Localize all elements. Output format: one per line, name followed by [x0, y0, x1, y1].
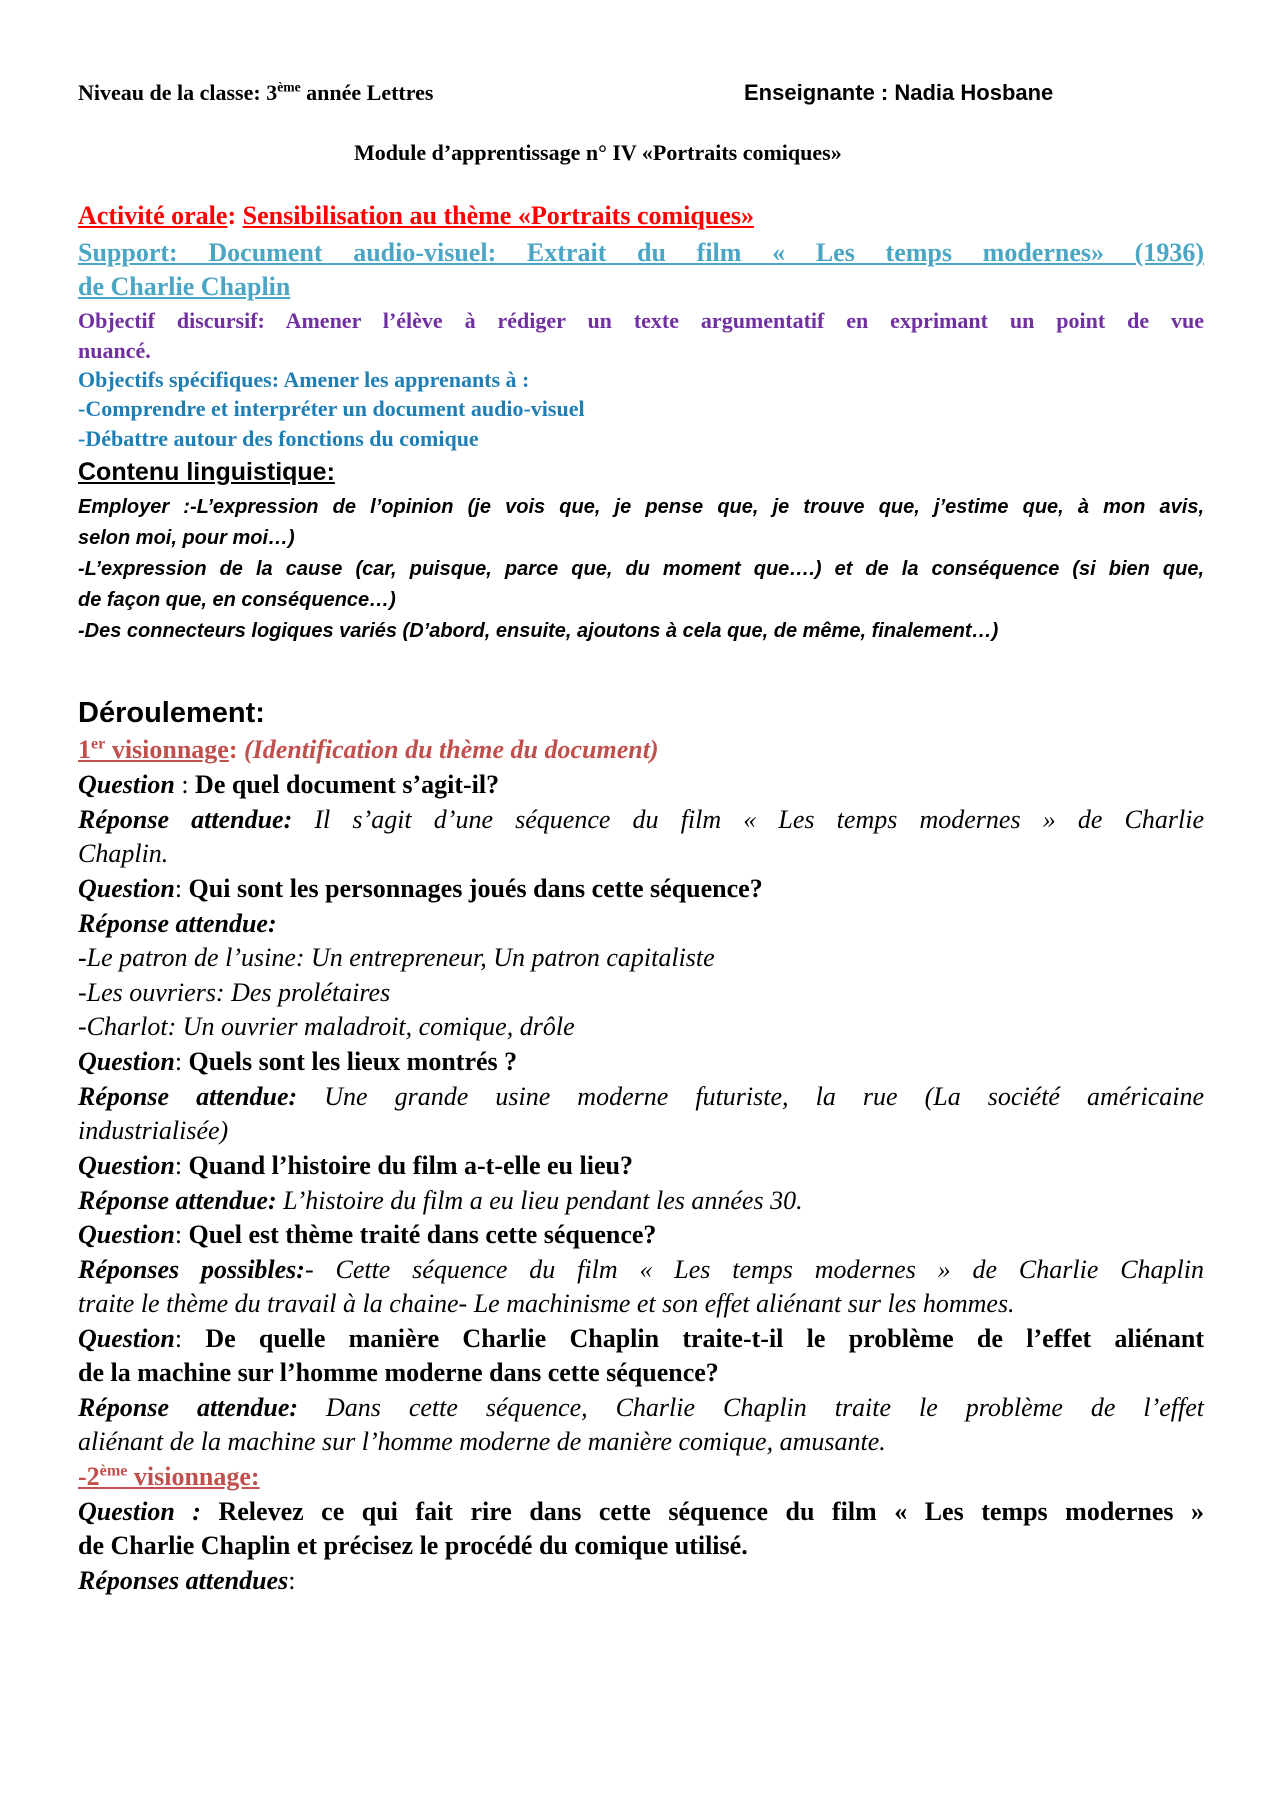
question-6-line-1: Question: De quelle manière Charlie Chaplin traite-t-il le problème de l’effet aliénant: [78, 1324, 1204, 1353]
specific-objective-item: -Débattre autour des fonctions du comique: [78, 426, 479, 451]
linguistic-content-line: selon moi, pour moi…): [78, 527, 295, 549]
answer-2-item: -Les ouvriers: Des prolétaires: [78, 978, 391, 1007]
question-6-line-2: de la machine sur l’homme moderne dans cette séquence?: [78, 1358, 719, 1387]
second-viewing-heading: -2ème visionnage:: [78, 1462, 260, 1491]
linguistic-content-line: -L’expression de la cause (car, puisque, parce que, du moment que….) et de la conséquence (si bien que,: [78, 558, 1204, 580]
question-3: Question: Quels sont les lieux montrés ?: [78, 1047, 518, 1076]
question-1: Question : De quel document s’agit-il?: [78, 770, 500, 799]
question-7-line-2: de Charlie Chaplin et précisez le procédé du comique utilisé.: [78, 1531, 748, 1560]
answer-1-line-1: Réponse attendue: Il s’agit d’une séquence du film « Les temps modernes » de Charlie: [78, 805, 1204, 834]
discursive-objective-line-1: Objectif discursif: Amener l’élève à rédiger un texte argumentatif en exprimant un point de vue: [78, 308, 1204, 333]
first-viewing-heading: 1er visionnage: (Identification du thème du document): [78, 735, 659, 764]
question-7-line-1: Question : Relevez ce qui fait rire dans cette séquence du film « Les temps modernes »: [78, 1497, 1204, 1526]
linguistic-content-line: -Des connecteurs logiques variés (D’abord, ensuite, ajoutons à cela que, de même, finalement…): [78, 620, 999, 642]
teacher-name: Enseignante : Nadia Hosbane: [744, 80, 1054, 105]
support-line-2: de Charlie Chaplin: [78, 272, 291, 301]
question-5: Question: Quel est thème traité dans cette séquence?: [78, 1220, 657, 1249]
answer-2-item: -Le patron de l’usine: Un entrepreneur, Un patron capitaliste: [78, 943, 715, 972]
answer-3-line-2: industrialisée): [78, 1116, 229, 1145]
answer-5-line-1: Réponses possibles:- Cette séquence du film « Les temps modernes » de Charlie Chaplin: [78, 1255, 1204, 1284]
activity-heading: Activité orale: Sensibilisation au thème «Portraits comiques»: [78, 201, 754, 230]
answer-2-item: -Charlot: Un ouvrier maladroit, comique, drôle: [78, 1012, 575, 1041]
specific-objective-item: -Comprendre et interpréter un document audio-visuel: [78, 396, 585, 421]
class-level: Niveau de la classe: 3ème année Lettres: [78, 79, 434, 105]
specific-objectives-title: Objectifs spécifiques: Amener les apprenants à :: [78, 367, 530, 392]
answer-3-line-1: Réponse attendue: Une grande usine moderne futuriste, la rue (La société américaine: [78, 1082, 1205, 1111]
answer-1-line-2: Chaplin.: [78, 839, 169, 868]
linguistic-content-line: Employer :-L’expression de l’opinion (je vois que, je pense que, je trouve que, j’estime que, à mon avis,: [78, 496, 1204, 518]
procedure-title: Déroulement:: [78, 697, 265, 729]
answer-4: Réponse attendue: L’histoire du film a eu lieu pendant les années 30.: [78, 1186, 803, 1215]
linguistic-content-line: de façon que, en conséquence…): [78, 589, 396, 611]
linguistic-content-title: Contenu linguistique:: [78, 458, 335, 486]
support-line-1: Support: Document audio-visuel: Extrait du film « Les temps modernes» (1936): [78, 238, 1204, 267]
question-4: Question: Quand l’histoire du film a-t-elle eu lieu?: [78, 1151, 633, 1180]
answer-5-line-2: traite le thème du travail à la chaine- Le machinisme et son effet aliénant sur les hommes.: [78, 1289, 1015, 1318]
answer-2-label: Réponse attendue:: [78, 909, 277, 938]
answer-6-line-2: aliénant de la machine sur l’homme moderne de manière comique, amusante.: [78, 1427, 886, 1456]
question-2: Question: Qui sont les personnages joués dans cette séquence?: [78, 874, 763, 903]
answer-7-label: Réponses attendues:: [78, 1566, 296, 1595]
module-title: Module d’apprentissage n° IV «Portraits comiques»: [354, 140, 842, 165]
answer-6-line-1: Réponse attendue: Dans cette séquence, Charlie Chaplin traite le problème de l’effet: [78, 1393, 1204, 1422]
discursive-objective-line-2: nuancé.: [78, 338, 151, 363]
